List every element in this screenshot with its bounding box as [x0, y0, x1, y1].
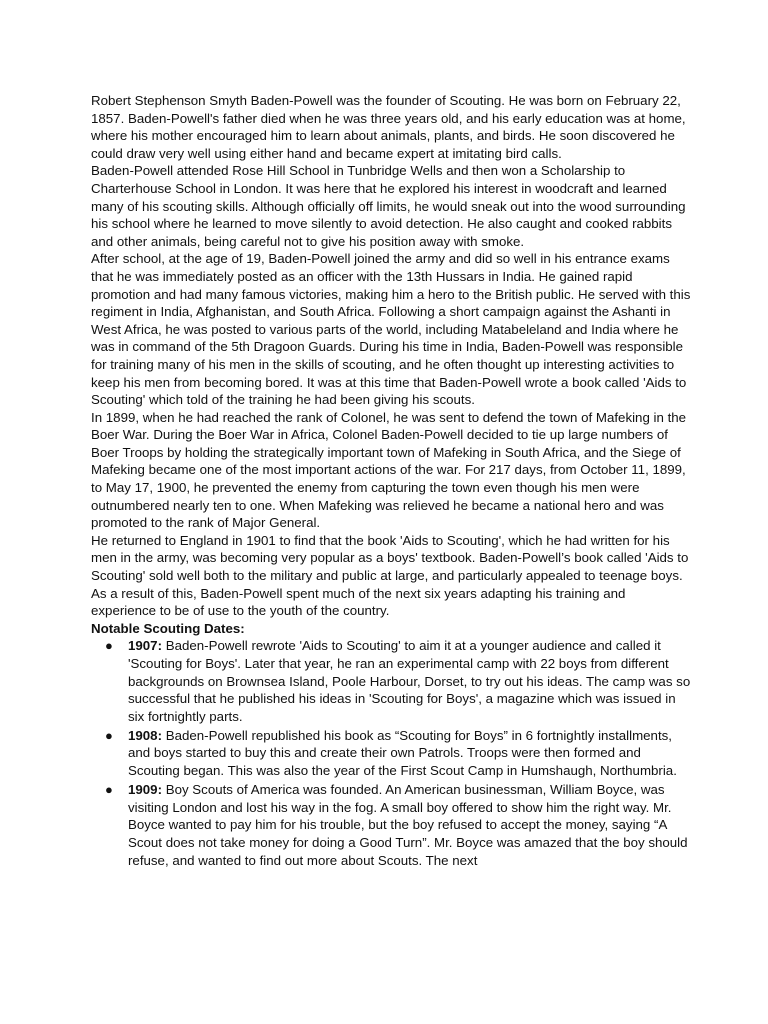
bullet-icon: ● — [105, 638, 113, 654]
list-item — [91, 781, 691, 869]
paragraph-army-career: After school, at the age of 19, Baden-Powell joined the army and did so well in his entrance exams that he was immediately posted as an officer with the 13th Hussars in India. He gained rapid promotion and had many famous victories, making him a hero to the British public. He served with this regiment in India, Afghanistan, and South Africa. Following a short campaign against the Ashanti in West Africa, he was posted to various parts of the world, including Matabeleland and India where he was in command of the 5th Dragoon Guards. During his time in India, Baden-Powell was responsible for training many of his men in the skills of scouting, and he often thought up interesting activities to keep his men from becoming bored. It was at this time that Baden-Powell wrote a book called 'Aids to Scouting' which told of the training he had been giving his scouts. — [91, 251, 691, 408]
date-year: 1908: — [128, 727, 166, 743]
list-item — [91, 637, 691, 725]
paragraph-schooling: Baden-Powell attended Rose Hill School in Tunbridge Wells and then won a Scholarship to Charterhouse School in London. It was here that he explored his interest in woodcraft and learned many of his scouting skills. Although officially off limits, he would sneak out into the wood surrounding his school where he learned to move silently to avoid detection. He also caught and cooked rabbits and other animals, being careful not to give his position away with smoke. — [91, 163, 686, 249]
date-text: Baden-Powell rewrote 'Aids to Scouting' to aim it at a younger audience and called it 'Scouting for Boys'. Later that year, he ran an experimental camp with 22 boys from different backgrounds on Brownsea Island, Poole Harbour, Dorset, to try out his ideas. The camp was so successful that he published his ideas in 'Scouting for Boys', a magazine which was issued in six fortnightly parts. — [128, 638, 691, 724]
paragraph-early-life: Robert Stephenson Smyth Baden-Powell was the founder of Scouting. He was born on February 22, 1857. Baden-Powell's father died when he was three years old, and his early education was at home, where his mother encouraged him to learn about animals, plants, and birds. He soon discovered he could draw very well using either hand and became expert at imitating bird calls. — [91, 93, 686, 161]
notable-dates-list — [91, 637, 691, 869]
date-text: Baden-Powell republished his book as “Scouting for Boys” in 6 fortnightly installments, and boys started to buy this and create their own Patrols. Troops were then formed and Scouting began. This was also the year of the First Scout Camp in Humshaugh, Northumbria. — [128, 727, 677, 779]
date-year: 1909: — [128, 782, 166, 798]
paragraph-siege-of-mafeking: In 1899, when he had reached the rank of Colonel, he was sent to defend the town of Mafeking in the Boer War. During the Boer War in Africa, Colonel Baden-Powell decided to tie up large numbers of Boer Troops by holding the strategically important town of Mafeking in South Africa, and the Siege of Mafeking became one of the most important actions of the war. For 217 days, from October 11, 1899, to May 17, 1900, he prevented the enemy from capturing the town even though his men were outnumbered nearly ten to one. When Mafeking was relieved he became a national hero and was promoted to the rank of Major General. — [91, 409, 687, 531]
bullet-icon: ● — [105, 782, 113, 798]
list-item — [91, 727, 691, 780]
paragraph-return-to-england: He returned to England in 1901 to find that the book 'Aids to Scouting', which he had written for his men in the army, was becoming very popular as a boys' textbook. Baden-Powell’s book called 'Aids to Scouting' sold well both to the military and public at large, and particularly appealed to teenage boys. As a result of this, Baden-Powell spent much of the next six years adapting his training and experience to be of use to the youth of the country. — [91, 532, 689, 619]
notable-dates-heading: Notable Scouting Dates: — [91, 620, 245, 636]
date-text: Boy Scouts of America was founded. An American businessman, William Boyce, was visiting London and lost his way in the fog. A small boy offered to show him the right way. Mr. Boyce wanted to pay him for his trouble, but the boy refused to accept the money, saying “A Scout does not take money for doing a Good Turn”. Mr. Boyce was amazed that the boy should refuse, and wanted to find out more about Scouts. The next — [128, 782, 688, 868]
bullet-icon: ● — [105, 727, 113, 743]
document-page — [91, 92, 691, 871]
date-year: 1907: — [128, 638, 166, 654]
